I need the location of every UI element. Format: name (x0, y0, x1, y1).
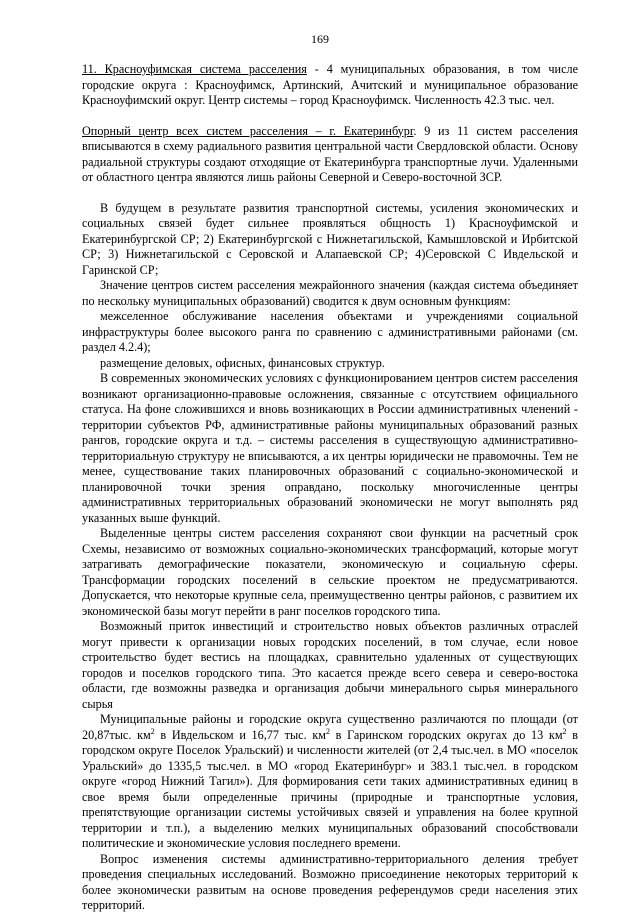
paragraph-text: - 4 муниципальных образования, в том числе городские округа : Красноуфимск, Артинский, Ачитский и муниципальное образование Красноуфимский округ. Центр системы – город Красноуфимск. Численность 42.3 тыс. чел. (82, 62, 578, 107)
paragraph-ekaterinburg (82, 124, 578, 186)
paragraph-text: . 9 из 11 систем расселения вписываются в схему радиального развития центральной части Свердловской области. Основу радиальной структуры создают отходящие от Екатеринбурга транспортные лучи. Удаленными от областного центра являются лишь районы Северной и Северо-восточной ЗСР. (82, 123, 578, 184)
document-body (82, 62, 578, 914)
paragraph-function-2: размещение деловых, офисных, финансовых структур. (100, 355, 385, 370)
paragraph-krasnoufimsk (82, 62, 578, 109)
paragraph-text: в Ивдельском и 16,77 тыс. км (154, 727, 326, 742)
paragraph-municipal-areas (82, 712, 578, 852)
paragraph-future: В будущем в результате развития транспортной системы, усиления экономических и социальных связей будет сильнее проявляться общность 1) Красноуфимской и Екатеринбургской СР; 2) Екатеринбургской с Нижнетагильской, Камышловской и Ирбитской СР; 3) Нижнетагильской с Серовской и Алапаевской СР; 4)Серовской С Ивдельской и Гаринской СР; (82, 200, 578, 277)
paragraph-function-1: межселенное обслуживание населения объектами и учреждениями социальной инфраструктуры более высокого ранга по сравнению с административными районами (см. раздел 4.2.4); (82, 309, 578, 354)
paragraph-legal-issues: В современных экономических условиях с функционированием центров систем расселения возникают организационно-правовые осложнения, связанные с отсутствием официального статуса. На фоне сложившихся и вновь возникающих в России административных членений - территории субъектов РФ, административные районы муниципальных образований разных рангов, городские округа и т.д. – системы расселения в существующую административно-территориальную структуру не вписываются, а их центры юридически не правомочны. Тем не менее, существование таких планировочных образований с социально-экономической и планировочной точки зрения оправдано, поскольку многочисленные центры административных территориальных образований экономически не могут выполнять ряд указанных выше функций. (82, 371, 578, 525)
paragraph-text: в городском округе Поселок Уральский) и численности жителей (от 2,4 тыс.чел. в МО «поселок Уральский» до 1335,5 тыс.чел. в МО «город Екатеринбург» и 383.1 тыс.чел. в городском округе «город Нижний Тагил»). Для формирования сети таких административных единиц в свое время были определенные причины (природные и транспортные условия, препятствующие организации системы устойчивых связей и управления на более крупной территории и т.п.), а выделению мелких муниципальных образований способствовали политические и экономические условия последнего времени. (82, 727, 578, 850)
superscript: 2 (562, 726, 567, 736)
paragraph-text: в Гаринском городских округах до 13 км (329, 727, 563, 742)
paragraph-admin-division: Вопрос изменения системы административно-территориального деления требует проведения специальных исследований. Возможно присоединение некоторых территорий к более экономически развитым на основе проведения референдумов среди населения этих территорий. (82, 851, 578, 912)
page-number: 169 (311, 32, 329, 46)
system-title-krasnoufimsk: 11. Красноуфимская система расселения (82, 62, 307, 76)
paragraph-investments: Возможный приток инвестиций и строительство новых объектов различных отраслей могут привести к организации новых городских поселений, в том случае, если новое строительство будет вестись на площадках, сравнительно удаленных от существующих городов и поселков городского типа. Это касается прежде всего севера и северо-востока области, где возможны разведка и организация добычи минерального сырья минерального сырья (82, 619, 578, 711)
paragraph-centers-retain: Выделенные центры систем расселения сохраняют свои функции на расчетный срок Схемы, независимо от возможных социально-экономических трансформаций, которые могут затрагивать демографические показатели, экономическую и социальную сферы. Трансформации городских поселений в сельские проектом не предусматриваются. Допускается, что некоторые крупные села, преимущественно центры районов, с развитием их экономической базы могут перейти в ранг поселков городского типа. (82, 526, 578, 618)
superscript: 2 (325, 726, 330, 736)
paragraph-text: Муниципальные районы и городские округа существенно различаются по площади (от 20,87тыс. км (82, 712, 578, 742)
superscript: 2 (150, 726, 155, 736)
paragraph-functions-intro: Значение центров систем расселения межрайонного значения (каждая система объединяет по нескольку муниципальных образований) сводится к двум основным функциям: (82, 278, 578, 308)
system-title-ekaterinburg: Опорный центр всех систем расселения – г. Екатеринбург (82, 123, 414, 138)
